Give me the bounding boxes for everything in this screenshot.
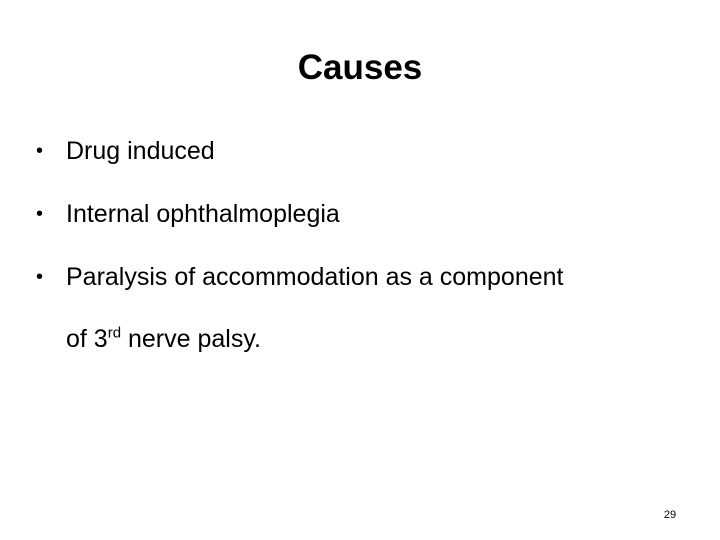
continuation-suffix: nerve palsy. — [121, 325, 261, 353]
bullet-icon: • — [36, 140, 44, 162]
bullet-item-drug-induced — [36, 131, 696, 171]
slide-title: Causes — [297, 48, 423, 87]
bullet-text: Paralysis of accommodation as a component — [66, 263, 564, 291]
bullet-icon: • — [36, 266, 44, 288]
ordinal-superscript: rd — [107, 324, 122, 342]
bullet-text: Drug induced — [66, 137, 215, 165]
bullet-text: Internal ophthalmoplegia — [66, 200, 340, 228]
continuation-prefix: of 3 — [66, 325, 108, 353]
bullet-item-paralysis-of-accommodation — [36, 257, 696, 359]
bullet-list — [36, 131, 696, 359]
bullet-icon: • — [36, 203, 44, 225]
bullet-item-internal-ophthalmoplegia — [36, 194, 696, 234]
page-number: 29 — [663, 509, 677, 521]
bullet-continuation — [66, 319, 696, 359]
